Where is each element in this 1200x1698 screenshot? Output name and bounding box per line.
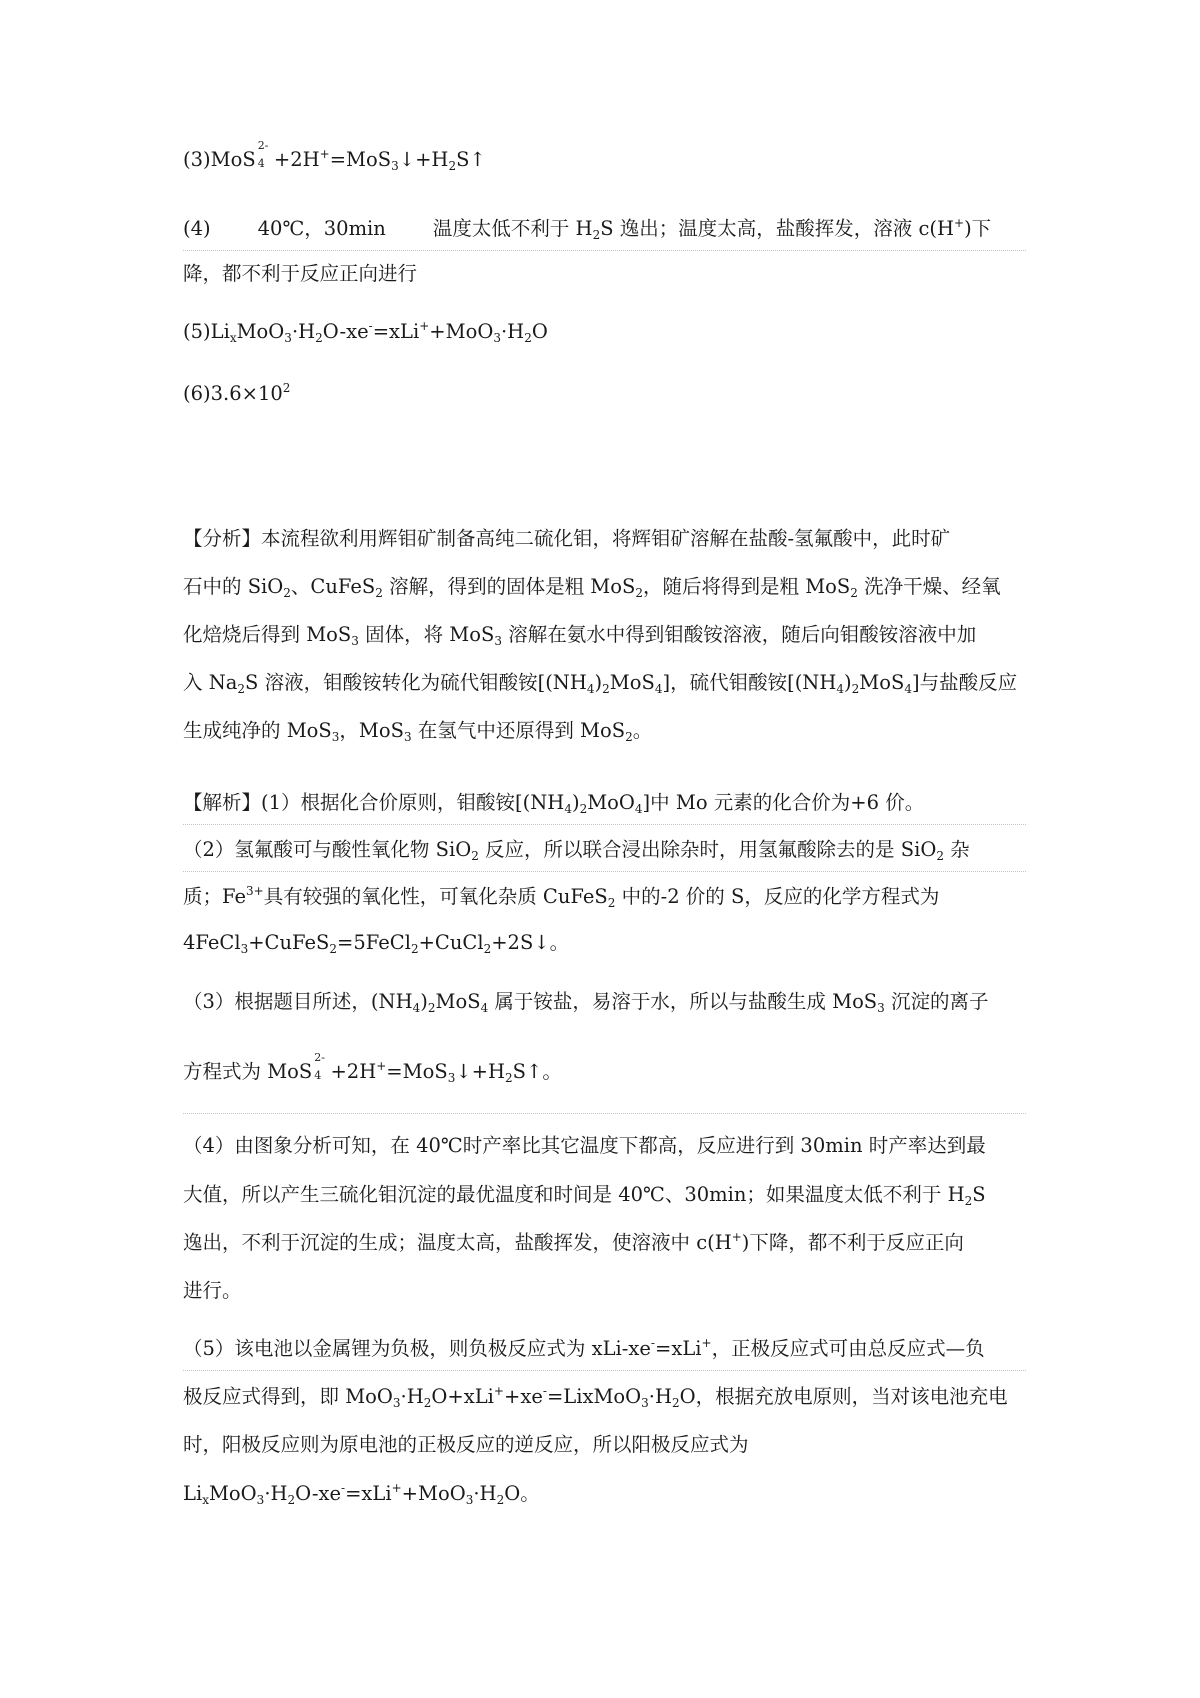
sub: 2 (483, 942, 492, 956)
text: S 逸出；温度太高，盐酸挥发，溶液 c(H (600, 217, 955, 240)
answer-6 (183, 380, 290, 408)
text: ，随后将得到是粗 MoS (643, 575, 851, 598)
solution-2-line-3 (183, 929, 569, 957)
text: 中的-2 价的 S，反应的化学方程式为 (615, 885, 940, 908)
sub: 4 (314, 1069, 322, 1082)
text: 溶解在氨水中得到钼酸铵溶液，随后向钼酸铵溶液中加 (502, 623, 977, 646)
sup: + (391, 1481, 402, 1495)
sup: + (954, 216, 965, 230)
answer-4-line-1 (183, 215, 991, 243)
sub: x (229, 331, 237, 345)
text: MoO (208, 1482, 257, 1505)
sub: 3 (351, 634, 359, 648)
text: 生成纯净的 MoS (183, 719, 332, 742)
text: MoO (236, 320, 285, 343)
sub: 3 (256, 1493, 265, 1507)
text: 、CuFeS (290, 575, 376, 598)
answer-5 (183, 318, 548, 346)
text: =xLi (372, 320, 420, 343)
text: O。 (504, 1482, 540, 1505)
text: 极反应式得到，即 MoO (183, 1385, 393, 1408)
text: 反应，所以联合浸出除杂时，用氢氟酸除去的是 SiO (478, 838, 937, 861)
text: （5）该电池以金属锂为负极，则负极反应式为 xLi-xe (183, 1337, 651, 1360)
sub: 2 (410, 942, 419, 956)
sup: 2 (282, 381, 291, 395)
sub: 2 (579, 802, 588, 816)
text: S 溶液，钼酸铵转化为硫代钼酸铵[(NH (245, 671, 587, 694)
text: 入 Na (183, 671, 238, 694)
text: +2S↓。 (491, 931, 570, 954)
solution-4-line-2 (183, 1181, 986, 1209)
text: (4) (183, 217, 211, 240)
sup: - (650, 1336, 655, 1350)
text: 大值，所以产生三硫化钼沉淀的最优温度和时间是 40℃、30min；如果温度太低不利于 H (183, 1183, 965, 1206)
charge-stack (312, 1051, 325, 1082)
dotted-rule (183, 871, 1026, 872)
text: =5FeCl (337, 931, 411, 954)
text: +CuFeS (248, 931, 330, 954)
analysis-line-4 (183, 669, 1017, 697)
text: 逸出，不利于沉淀的生成；温度太高，盐酸挥发，使溶液中 c(H (183, 1231, 732, 1254)
text: =LixMoO (546, 1385, 642, 1408)
sub: 3 (391, 159, 399, 173)
text: ·H (400, 1385, 424, 1408)
text: ) (594, 671, 603, 694)
text: S (972, 1183, 986, 1206)
solution-5-line-4 (183, 1480, 540, 1508)
solution-2-line-2 (183, 883, 939, 911)
text: =MoS (329, 148, 392, 171)
text: MoS (435, 990, 481, 1013)
sub: 4 (412, 1001, 421, 1015)
text: +MoO (401, 1482, 466, 1505)
text: ) (844, 671, 852, 694)
sub: 4 (586, 682, 595, 696)
solution-4-line-3 (183, 1229, 964, 1257)
dotted-rule (183, 250, 1026, 251)
sub: 2 (964, 1194, 973, 1208)
sup: 3+ (246, 884, 264, 898)
sub: 3 (403, 730, 412, 744)
sub: 2 (607, 896, 616, 910)
text: +2H (324, 1060, 377, 1083)
sub: 4 (654, 682, 663, 696)
text: 在氢气中还原得到 MoS (411, 719, 626, 742)
sub: 3 (641, 1396, 649, 1410)
text: ·H (291, 320, 316, 343)
text: （3）根据题目所述，(NH (183, 990, 413, 1013)
text: 。 (632, 719, 653, 742)
sub: 3 (284, 331, 292, 345)
text: ·H (500, 320, 525, 343)
sub: 3 (493, 331, 501, 345)
sub: 2 (315, 331, 323, 345)
sub: 2 (625, 730, 633, 744)
text: O (531, 320, 548, 343)
sub: 3 (240, 942, 249, 956)
solution-3-line-1 (183, 988, 989, 1016)
sup: + (376, 1059, 387, 1073)
dotted-rule (183, 824, 1026, 825)
sup: + (419, 319, 430, 333)
solution-1 (183, 789, 924, 817)
sub: 2 (672, 1396, 680, 1410)
solution-5-line-2 (183, 1383, 1008, 1411)
solution-5-line-1 (183, 1335, 985, 1363)
text: 固体，将 MoS (358, 623, 495, 646)
text: +xe (503, 1385, 543, 1408)
sub: 2 (851, 682, 860, 696)
text: =xLi (345, 1482, 392, 1505)
text: ) (420, 990, 428, 1013)
text: S↑ (456, 148, 486, 171)
text: )下降，都不利于反应正向 (741, 1231, 964, 1254)
text: ]，硫代钼酸铵[(NH (662, 671, 837, 694)
text: MoS (609, 671, 655, 694)
text: ·H (264, 1482, 288, 1505)
text: 【解析】(1）根据化合价原则，钼酸铵[(NH (183, 791, 565, 814)
text: MoS (859, 671, 905, 694)
dotted-rule (183, 1370, 1026, 1371)
sub: 2 (471, 849, 479, 863)
text: 石中的 SiO (183, 575, 284, 598)
analysis-line-1: 【分析】本流程欲利用辉钼矿制备高纯二硫化钼，将辉钼矿溶解在盐酸-氢氟酸中，此时矿 (183, 527, 951, 550)
sub: 2 (423, 1396, 432, 1410)
text: ，MoS (339, 719, 404, 742)
sup: - (368, 319, 373, 333)
text: )下 (964, 217, 992, 240)
sub: 3 (331, 730, 340, 744)
text: O，根据充放电原则，当对该电池充电 (679, 1385, 1008, 1408)
sub: 3 (447, 1071, 456, 1085)
text: MoO (587, 791, 635, 814)
text: ，正极反应式可由总反应式—负 (711, 1337, 985, 1360)
solution-4-line-1: （4）由图象分析可知，在 40℃时产率比其它温度下都高，反应进行到 30min 时产率达到最 (183, 1134, 986, 1157)
sub: 2 (237, 682, 246, 696)
sub: x (202, 1493, 209, 1507)
text: 方程式为 MoS (183, 1060, 313, 1083)
sub: 3 (392, 1396, 401, 1410)
text: (5)Li (183, 320, 230, 343)
sub: 4 (257, 157, 265, 170)
text: 沉淀的离子 (884, 990, 989, 1013)
sub: 2 (602, 682, 610, 696)
text: 洗净干燥、经氧 (857, 575, 1001, 598)
sup: + (701, 1336, 712, 1350)
sub: 2 (592, 228, 601, 242)
sub: 4 (634, 802, 643, 816)
sub: 2 (635, 586, 644, 600)
sub: 2 (283, 586, 291, 600)
sub: 4 (836, 682, 845, 696)
text: ]与盐酸反应 (912, 671, 1018, 694)
text: +2H (267, 148, 320, 171)
text: ]中 Mo 元素的化合价为+6 价。 (642, 791, 925, 814)
analysis-line-2 (183, 573, 1001, 601)
text: S↑。 (512, 1060, 562, 1083)
sub: 2 (329, 942, 338, 956)
text: 属于铵盐，易溶于水，所以与盐酸生成 MoS (488, 990, 878, 1013)
sub: 3 (465, 1493, 474, 1507)
text: +MoO (429, 320, 494, 343)
analysis-line-5 (183, 717, 652, 745)
solution-5-line-3: 时，阳极反应则为原电池的正极反应的逆反应，所以阳极反应式为 (183, 1433, 749, 1456)
text: O-xe (295, 1482, 341, 1505)
sub: 2 (505, 1071, 513, 1085)
text: 40℃，30min (257, 217, 386, 240)
text: +CuCl (418, 931, 484, 954)
text: ·H (473, 1482, 497, 1505)
text: 杂 (943, 838, 970, 861)
text: Li (183, 1482, 203, 1505)
sup: - (542, 1384, 547, 1398)
text: 化焙烧后得到 MoS (183, 623, 352, 646)
sub: 2 (427, 1001, 436, 1015)
sub: 2 (375, 586, 383, 600)
sub: 2 (850, 586, 858, 600)
text: （2）氢氟酸可与酸性氧化物 SiO (183, 838, 472, 861)
sub: 4 (564, 802, 572, 816)
analysis-line-3 (183, 621, 976, 649)
sub: 2 (524, 331, 532, 345)
text: 4FeCl (183, 931, 241, 954)
text: =MoS (386, 1060, 448, 1083)
text: O-xe (322, 320, 369, 343)
solution-2-line-1 (183, 836, 970, 864)
sup: 2- (314, 1051, 325, 1064)
text: ↓+H (455, 1060, 506, 1083)
text: 具有较强的氧化性，可氧化杂质 CuFeS (263, 885, 608, 908)
sub: 3 (494, 634, 503, 648)
answer-3 (183, 139, 486, 174)
dotted-rule (183, 1113, 1026, 1114)
sub: 2 (448, 159, 457, 173)
text: ↓+H (398, 148, 449, 171)
text: =xLi (654, 1337, 702, 1360)
sup: + (493, 1384, 504, 1398)
sup: 2- (257, 139, 269, 152)
sub: 4 (904, 682, 912, 696)
text: O+xLi (431, 1385, 494, 1408)
sup: + (731, 1230, 742, 1244)
sub: 2 (496, 1493, 505, 1507)
text: (6)3.6×10 (183, 382, 283, 405)
text: 质；Fe (183, 885, 247, 908)
sup: - (341, 1481, 346, 1495)
sub: 4 (480, 1001, 489, 1015)
sub: 3 (877, 1001, 885, 1015)
answer-4-line-2: 降，都不利于反应正向进行 (183, 262, 418, 285)
text: ) (571, 791, 580, 814)
text: 溶解，得到的固体是粗 MoS (382, 575, 636, 598)
solution-3-line-2 (183, 1051, 562, 1086)
charge-stack (256, 139, 269, 170)
text: 温度太低不利于 H (432, 217, 593, 240)
sub: 2 (936, 849, 944, 863)
sup: + (319, 147, 330, 161)
text: (3)MoS (183, 148, 256, 171)
solution-4-line-4: 进行。 (183, 1279, 242, 1302)
sub: 2 (287, 1493, 296, 1507)
text: ·H (648, 1385, 673, 1408)
